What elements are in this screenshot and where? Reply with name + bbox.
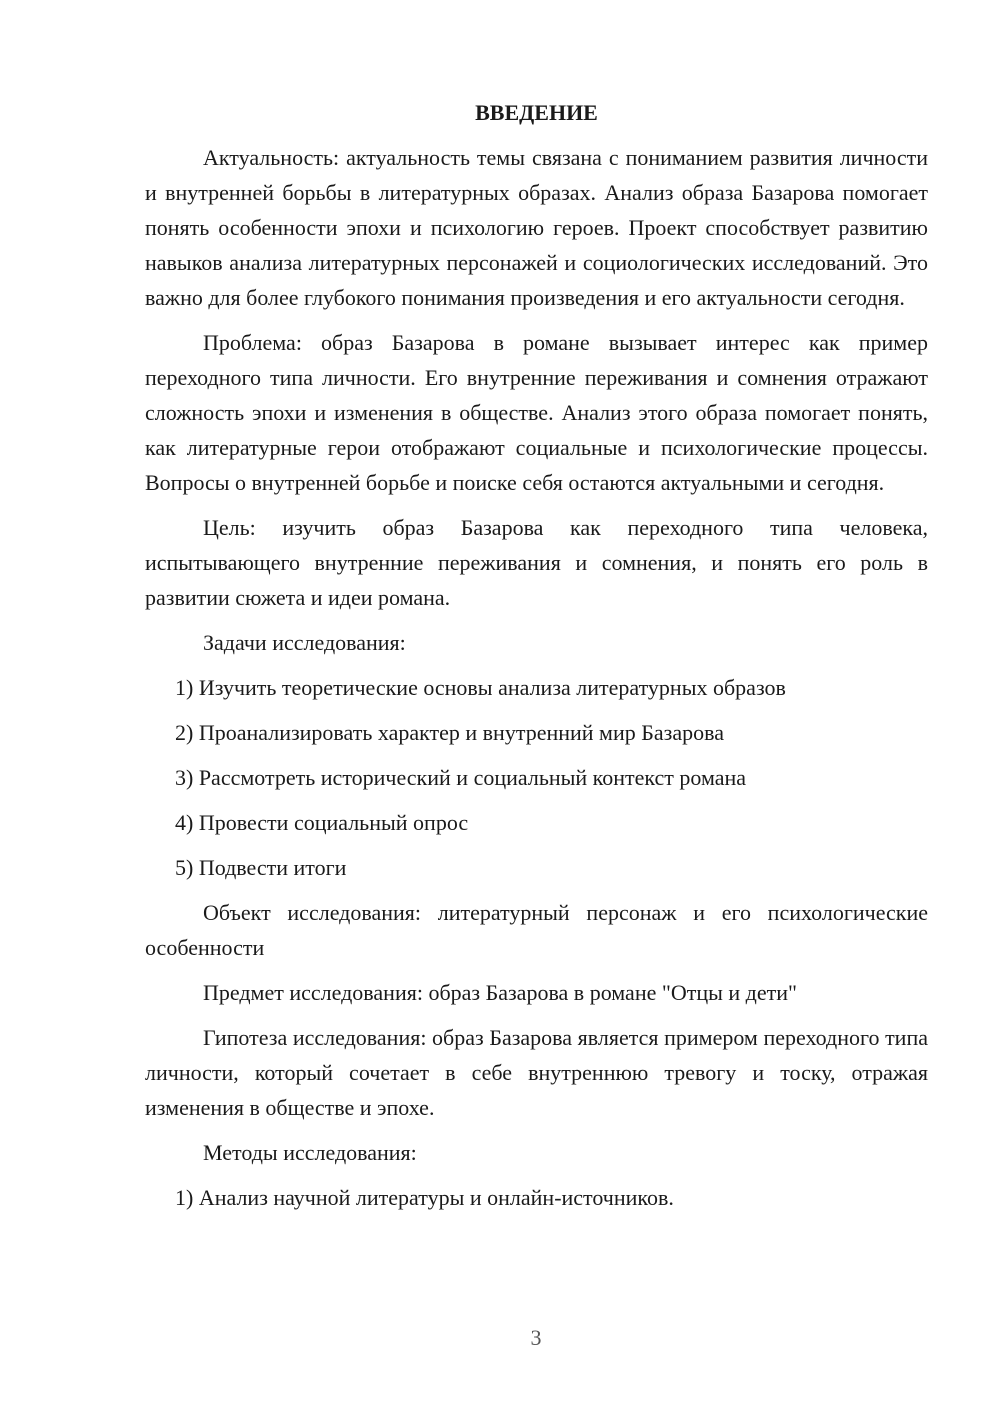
goal-paragraph: Цель: изучить образ Базарова как переходного типа человека, испытывающего внутренние переживания и сомнения, и понять его роль в развитии сюжета и идеи романа. [145, 515, 928, 610]
tasks-label: Задачи исследования: [203, 630, 406, 655]
task-item: 1) Изучить теоретические основы анализа литературных образов [175, 675, 786, 700]
subject-paragraph: Предмет исследования: образ Базарова в романе "Отцы и дети" [203, 980, 797, 1005]
page-content [145, 95, 928, 1225]
method-item: 1) Анализ научной литературы и онлайн-источников. [175, 1185, 674, 1210]
object-paragraph: Объект исследования: литературный персонаж и его психологические особенности [145, 900, 928, 960]
methods-label: Методы исследования: [203, 1140, 417, 1165]
relevance-paragraph: Актуальность: актуальность темы связана с пониманием развития личности и внутренней борьбы в литературных образах. Анализ образа Базарова помогает понять особенности эпохи и психологию героев. Проект способствует развитию навыков анализа литературных персонажей и социологических исследований. Это важно для более глубокого понимания произведения и его актуальности сегодня. [145, 145, 928, 310]
section-heading: ВВЕДЕНИЕ [475, 100, 598, 125]
page-number: 3 [530, 1325, 542, 1350]
task-item: 5) Подвести итоги [175, 855, 347, 880]
task-item: 3) Рассмотреть исторический и социальный контекст романа [175, 765, 747, 790]
task-item: 2) Проанализировать характер и внутренний мир Базарова [175, 720, 724, 745]
problem-paragraph: Проблема: образ Базарова в романе вызывает интерес как пример переходного типа личности. Его внутренние переживания и сомнения отражают сложность эпохи и изменения в обществе. Анализ этого образа помогает понять, как литературные герои отображают социальные и психологические процессы. Вопросы о внутренней борьбе и поиске себя остаются актуальными и сегодня. [145, 330, 928, 495]
hypothesis-paragraph: Гипотеза исследования: образ Базарова является примером переходного типа личности, который сочетает в себе внутреннюю тревогу и тоску, отражая изменения в обществе и эпохе. [145, 1025, 928, 1120]
task-item: 4) Провести социальный опрос [175, 810, 469, 835]
